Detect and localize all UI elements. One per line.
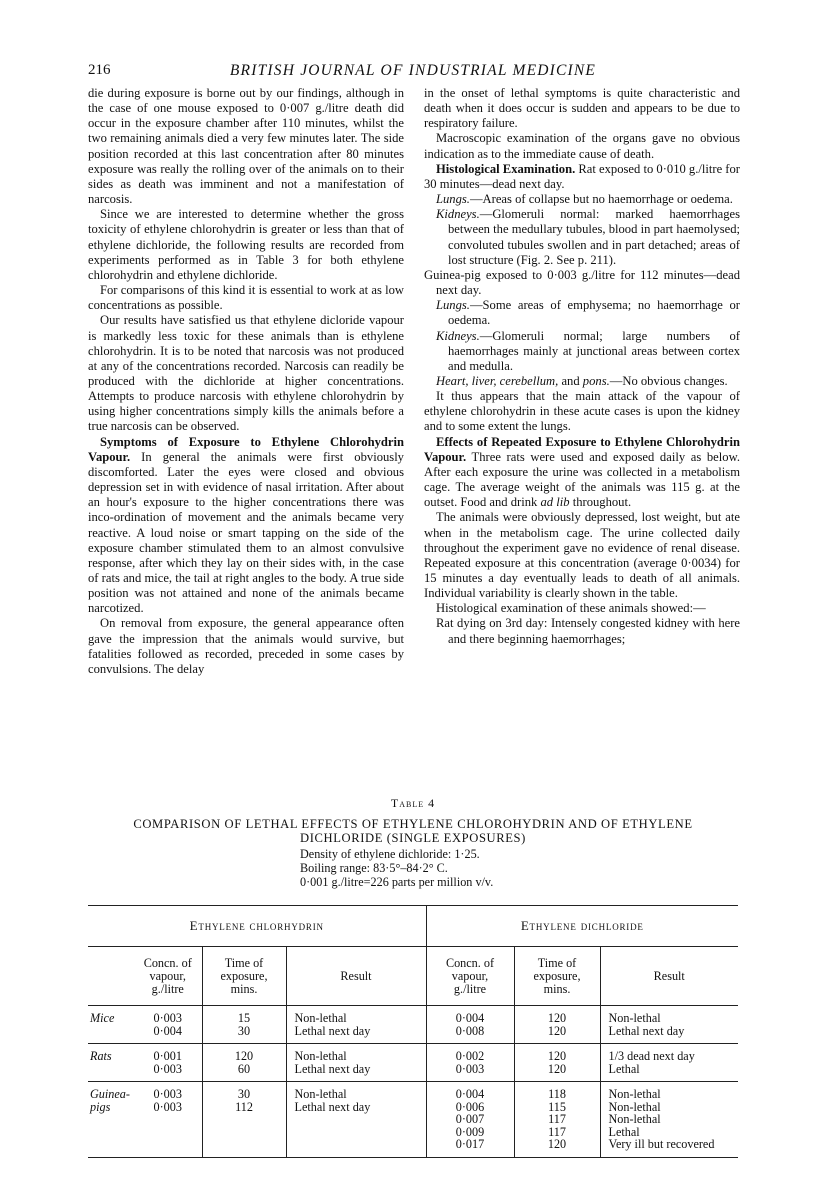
finding-item bbox=[424, 207, 740, 268]
paragraph: For comparisons of this kind it is essential to work at as low concentrations as possible. bbox=[88, 283, 404, 313]
paragraph-text: Three rats were used and exposed daily as below. After each exposure the urine was collected in a metabolism cage. The average weight of the animals was 115 g. at the outset. Food and drink bbox=[424, 449, 740, 510]
paragraph: Rat dying on 3rd day: Intensely congested kidney with here and there beginning haemorrhages; bbox=[436, 616, 740, 646]
cell-value: Lethal bbox=[608, 1124, 640, 1139]
finding-item bbox=[424, 329, 740, 374]
table-label: Table 4 bbox=[390, 796, 436, 810]
table-cell bbox=[134, 1082, 202, 1158]
cell-value: 120 bbox=[547, 1023, 567, 1038]
finding-item bbox=[424, 298, 740, 328]
table-cell bbox=[286, 1006, 426, 1044]
conjunction: and bbox=[561, 373, 580, 388]
table-note: 0·001 g./litre=226 parts per million v/v. bbox=[300, 875, 494, 889]
paragraph: die during exposure is borne out by our findings, although in the case of one mouse exposed to 0·007 g./litre death did occur in the exposure chamber after 110 minutes, whilst the two remaining animals died a very few minutes later. The side position recorded at this last concentration after 80 minutes exposure was really the rolling over of the animals on to their sides as death was imminent and not a manifestation of narcosis. bbox=[88, 86, 404, 207]
col-time: Time of exposure, mins. bbox=[514, 947, 600, 1006]
cell-value: 60 bbox=[237, 1061, 251, 1076]
paragraph: Since we are interested to determine whether the gross toxicity of ethylene chlorohydrin is greater or less than that of ethylene dichloride, the following results are recorded from experiments performed as in Table 3 for both ethylene chlorohydrin and ethylene dichloride. bbox=[88, 207, 404, 282]
col-conc: Concn. of vapour, g./litre bbox=[134, 947, 202, 1006]
paragraph: Histological examination of these animals showed:— bbox=[436, 601, 706, 616]
cell-value: 115 bbox=[548, 1099, 566, 1114]
cell-value: 0·004 bbox=[455, 1087, 485, 1101]
cell-value: 117 bbox=[548, 1112, 566, 1126]
cell-value: 30 bbox=[237, 1023, 251, 1038]
organ-label: pons. bbox=[582, 373, 610, 388]
cell-value: 120 bbox=[547, 1049, 567, 1063]
section-heading: Symptoms of Exposure to Ethylene Chlorohydrin Vapour. bbox=[88, 434, 404, 464]
cell-value: 120 bbox=[547, 1011, 567, 1025]
cell-value: 0·009 bbox=[455, 1124, 485, 1139]
cell-value: 120 bbox=[234, 1049, 254, 1063]
right-column bbox=[424, 86, 740, 647]
left-column bbox=[88, 86, 404, 677]
table-row bbox=[88, 1006, 738, 1044]
cell-value: 0·003 bbox=[153, 1099, 182, 1114]
table-group-header bbox=[88, 906, 738, 947]
cell-value: 120 bbox=[547, 1061, 567, 1076]
cell-value: 1/3 dead next day bbox=[608, 1049, 695, 1063]
col-result: Result bbox=[600, 947, 738, 1006]
table-row bbox=[88, 1044, 738, 1082]
paragraph: in the onset of lethal symptoms is quite characteristic and death when it does occur is sudden and appears to be due to respiratory failure. bbox=[424, 86, 740, 131]
species-name: Mice bbox=[88, 1006, 134, 1044]
finding-text: —No obvious changes. bbox=[609, 373, 728, 388]
finding-item bbox=[424, 192, 740, 207]
table-cell bbox=[426, 1044, 514, 1082]
paragraph: Our results have satisfied us that ethylene dicloride vapour is markedly less toxic for these animals than is ethylene chlorohydrin. It is to be noted that narcosis was not produced at any of the concentrations recorded. Narcosis can readily be produced with the dichloride at higher concentrations. Attempts to produce narcosis with ethylene chlorohydrin by using higher concentrations simply kills the animals before a true narcosis can be observed. bbox=[88, 313, 404, 434]
organ-label: Heart, liver, cerebellum, bbox=[436, 373, 559, 388]
cell-value: 0·002 bbox=[455, 1049, 485, 1063]
cell-value: Lethal bbox=[608, 1061, 640, 1076]
journal-title: BRITISH JOURNAL OF INDUSTRIAL MEDICINE bbox=[229, 62, 597, 79]
col-conc: Concn. of vapour, g./litre bbox=[426, 947, 514, 1006]
page-header bbox=[88, 62, 738, 82]
cell-value: 118 bbox=[548, 1087, 566, 1101]
species-name-line: pigs bbox=[90, 1099, 111, 1114]
cell-value: 0·008 bbox=[455, 1023, 485, 1038]
paragraph: It thus appears that the main attack of the vapour of ethylene chlorohydrin in these acute cases is upon the kidney and to some extent the lungs. bbox=[424, 389, 740, 434]
paragraph bbox=[88, 435, 404, 617]
cell-value: 0·006 bbox=[455, 1099, 485, 1114]
cell-value: 15 bbox=[237, 1011, 251, 1025]
finding-text: —Glomeruli normal: marked haemorrhages between the medullary tubules, blood in part haemolysed; convoluted tubules swollen and in part detached; areas of lost structure (Fig. 2. See p. 211). bbox=[448, 207, 740, 267]
cell-value: 0·003 bbox=[455, 1061, 485, 1076]
cell-value: Lethal next day bbox=[294, 1023, 371, 1038]
col-time: Time of exposure, mins. bbox=[202, 947, 286, 1006]
paragraph: The animals were obviously depressed, lost weight, but ate when in the metabolism cage. The urine collected daily throughout the experiment gave no evidence of renal disease. Repeated exposure at this concentration (average 0·0034) for 15 minutes a day eventually leads to death of all animals. Individual variability is clearly shown in the table. bbox=[424, 510, 740, 601]
cell-value: Non-lethal bbox=[608, 1011, 661, 1025]
group-ethylene-chlorhydrin: Ethylene chlorhydrin bbox=[88, 906, 426, 947]
cell-value: 0·001 bbox=[153, 1049, 182, 1063]
table-note: Density of ethylene dichloride: 1·25. bbox=[300, 847, 480, 861]
cell-value: Very ill but recovered bbox=[608, 1137, 715, 1151]
table-column-header bbox=[88, 947, 738, 1006]
paragraph bbox=[424, 162, 740, 192]
table-notes bbox=[300, 847, 738, 889]
cell-value: 0·003 bbox=[153, 1061, 182, 1076]
table-cell bbox=[600, 1082, 738, 1158]
section-heading: Effects of Repeated Exposure to Ethylene Chlorohydrin Vapour. bbox=[424, 434, 740, 464]
cell-value: 0·007 bbox=[455, 1112, 485, 1126]
cell-value: 120 bbox=[547, 1137, 567, 1151]
section-heading: Histological Examination. bbox=[436, 161, 576, 176]
table-4 bbox=[88, 796, 738, 1158]
table-cell bbox=[600, 1006, 738, 1044]
cell-value: 30 bbox=[237, 1087, 251, 1101]
cell-value: Non-lethal bbox=[294, 1049, 347, 1063]
cell-value: Non-lethal bbox=[608, 1087, 661, 1101]
paragraph: Guinea-pig exposed to 0·003 g./litre for 112 minutes—dead next day. bbox=[424, 267, 740, 298]
col-result: Result bbox=[286, 947, 426, 1006]
cell-value: Lethal next day bbox=[608, 1023, 685, 1038]
table-cell bbox=[134, 1006, 202, 1044]
paragraph-text: In general the animals were first obviously discomforted. Later the eyes were closed and obvious depression set in with evidence of nasal irritation. After about an hour's exposure to the higher concentrations there was inco-ordination of movement and the animals became very reactive. A loud noise or smart tapping on the side of the exposure chamber stimulated them to an almost convulsive response, after which they lay on their sides with, in the case of rats and mice, the tail at right angles to the body. A true side position was not attained and none of the animals became narcotized. bbox=[88, 449, 404, 616]
species-name: Rats bbox=[88, 1044, 134, 1082]
table-cell bbox=[286, 1082, 426, 1158]
paragraph: Macroscopic examination of the organs gave no obvious indication as to the immediate cause of death. bbox=[424, 131, 740, 161]
organ-label: Kidneys. bbox=[436, 207, 480, 222]
paragraph-text: throughout. bbox=[572, 495, 632, 510]
organ-label: Lungs. bbox=[436, 298, 470, 313]
paragraph-text: Rat exposed to 0·010 g./litre for 30 minutes—dead next day. bbox=[424, 161, 740, 191]
cell-value: 112 bbox=[235, 1099, 253, 1114]
data-table bbox=[88, 905, 738, 1158]
table-cell bbox=[426, 1006, 514, 1044]
table-title: COMPARISON OF LETHAL EFFECTS OF ETHYLENE CHLOROHYDRIN AND OF ETHYLENE DICHLORIDE (SINGLE EXPOSURES) bbox=[133, 817, 693, 845]
species-name bbox=[88, 1082, 134, 1158]
cell-value: Lethal next day bbox=[294, 1099, 371, 1114]
group-ethylene-dichloride: Ethylene dichloride bbox=[426, 906, 738, 947]
cell-value: 0·004 bbox=[455, 1011, 485, 1025]
cell-value: 0·017 bbox=[455, 1137, 485, 1151]
cell-value: Non-lethal bbox=[294, 1087, 347, 1101]
organ-label: Lungs. bbox=[436, 192, 470, 207]
cell-value: 0·004 bbox=[153, 1023, 182, 1038]
table-row bbox=[88, 1082, 738, 1158]
table-cell bbox=[134, 1044, 202, 1082]
paragraph bbox=[424, 435, 740, 511]
species-name-line: Guinea- bbox=[90, 1087, 130, 1101]
cell-value: Non-lethal bbox=[608, 1099, 661, 1114]
finding-item bbox=[424, 374, 740, 389]
table-cell bbox=[202, 1082, 286, 1158]
table-cell bbox=[600, 1044, 738, 1082]
italic-term: ad lib bbox=[540, 495, 570, 510]
cell-value: 0·003 bbox=[153, 1011, 182, 1025]
cell-value: 117 bbox=[548, 1124, 566, 1139]
paragraph: On removal from exposure, the general appearance often gave the impression that the animals would survive, but fatalities followed as recorded, preceded in some cases by convulsions. The delay bbox=[88, 616, 404, 676]
cell-value: 0·003 bbox=[153, 1087, 182, 1101]
cell-value: Non-lethal bbox=[608, 1112, 661, 1126]
table-cell bbox=[202, 1044, 286, 1082]
table-cell bbox=[426, 1082, 514, 1158]
table-cell bbox=[202, 1006, 286, 1044]
page-number: 216 bbox=[88, 62, 111, 78]
cell-value: Non-lethal bbox=[294, 1011, 347, 1025]
organ-label: Kidneys. bbox=[436, 328, 480, 343]
table-cell bbox=[514, 1044, 600, 1082]
cell-value: Lethal next day bbox=[294, 1061, 371, 1076]
finding-text: —Areas of collapse but no haemorrhage or oedema. bbox=[469, 192, 733, 207]
table-note: Boiling range: 83·5°–84·2° C. bbox=[300, 861, 448, 875]
finding-text: —Some areas of emphysema; no haemorrhage or oedema. bbox=[448, 298, 740, 328]
table-cell bbox=[286, 1044, 426, 1082]
table-cell bbox=[514, 1006, 600, 1044]
table-cell bbox=[514, 1082, 600, 1158]
finding-text: —Glomeruli normal; large numbers of haemorrhages mainly at junctional areas between cortex and medulla. bbox=[448, 328, 740, 373]
